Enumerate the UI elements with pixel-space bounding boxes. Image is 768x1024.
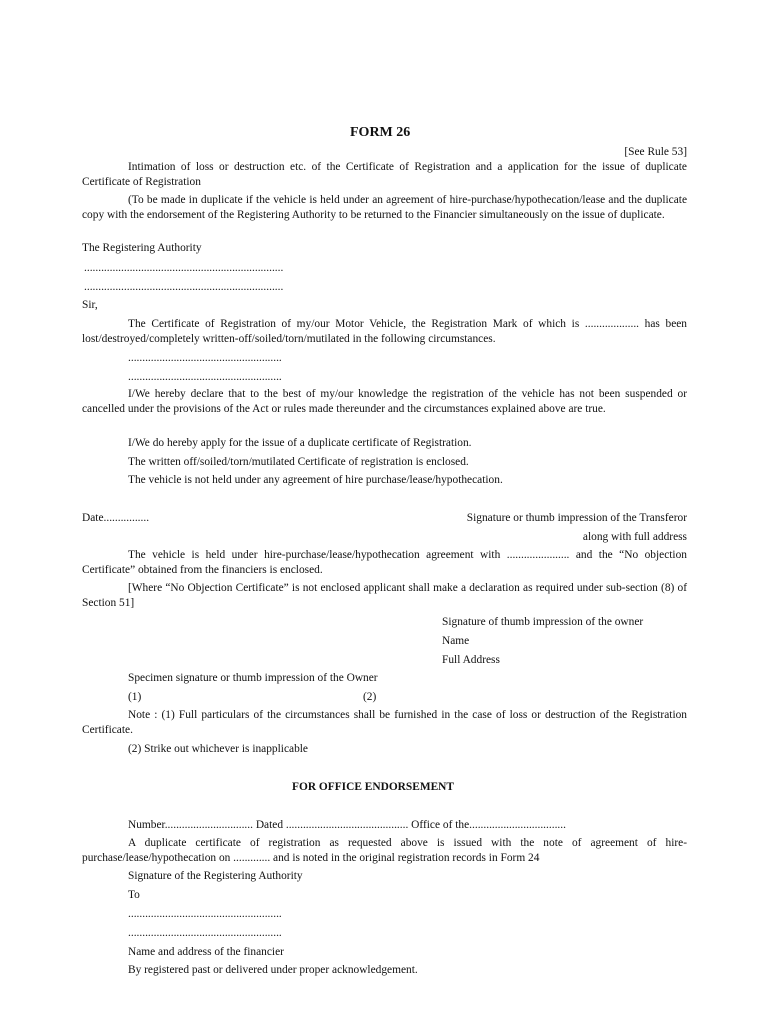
intimation-paragraph: Intimation of loss or destruction etc. of the Certificate of Registration and a application for the issue of duplicate Certificate of Registration (82, 161, 687, 188)
form-title: FORM 26 (350, 125, 411, 140)
financier-address-line-1: ...................................................... (128, 908, 282, 920)
rule-reference: [See Rule 53] (624, 146, 687, 158)
duplicate-issued-paragraph: A duplicate certificate of registration as requested above is issued with the note of agreement of hire-purchase/lease/hypothecation on ............. and is noted in the original registration records in Form 24 (82, 837, 687, 864)
specimen-1: (1) (128, 691, 142, 703)
note-2: (2) Strike out whichever is inapplicable (128, 743, 308, 755)
owner-full-address-label: Full Address (442, 654, 500, 666)
to-label: To (128, 889, 140, 901)
apply-line: I/We do hereby apply for the issue of a duplicate certificate of Registration. (128, 437, 472, 449)
authority-address-line-2: ...................................................................... (84, 281, 284, 293)
held-agreement-paragraph: The vehicle is held under hire-purchase/lease/hypothecation agreement with ...................... and the “No objection Certificate” obtained from the financiers is enclosed. (82, 549, 687, 576)
full-address-note: along with full address (582, 531, 687, 543)
owner-name-label: Name (442, 635, 470, 647)
form-26-page (82, 0, 687, 1024)
duplicate-note-paragraph: (To be made in duplicate if the vehicle is held under an agreement of hire-purchase/hypothecation/lease and the duplicate copy with the endorsement of the Registering Authority to be returned to the Financier simultaneously on the issue of duplicate. (82, 194, 687, 221)
certificate-paragraph: The Certificate of Registration of my/our Motor Vehicle, the Registration Mark of which is ................... has been lost/destroyed/completely written-off/soiled/torn/mutilated in the following circumstances. (82, 318, 687, 345)
authority-signature: Signature of the Registering Authority (128, 870, 303, 882)
financier-address-line-2: ...................................................... (128, 927, 282, 939)
office-endorsement-heading: FOR OFFICE ENDORSEMENT (292, 781, 455, 793)
no-objection-paragraph: [Where “No Objection Certificate” is not enclosed applicant shall make a declaration as required under sub-section (8) of Section 51] (82, 582, 687, 609)
date-field: Date................ (82, 512, 150, 524)
owner-signature: Signature of thumb impression of the owner (442, 616, 644, 628)
salutation: Sir, (82, 299, 98, 311)
specimen-2: (2) (363, 691, 377, 703)
circumstances-line-2: ...................................................... (128, 371, 282, 383)
declaration-paragraph: I/We hereby declare that to the best of my/our knowledge the registration of the vehicle has not been suspended or cancelled under the provisions of the Act or rules made thereunder and the circumstances explained above are true. (82, 388, 687, 415)
transferor-signature: Signature or thumb impression of the Transferor (466, 512, 687, 524)
financier-label: Name and address of the financier (128, 946, 284, 958)
registering-authority-label: The Registering Authority (82, 242, 202, 254)
not-held-line: The vehicle is not held under any agreement of hire purchase/lease/hypothecation. (128, 474, 503, 486)
authority-address-line-1: ...................................................................... (84, 262, 284, 274)
circumstances-line-1: ...................................................... (128, 352, 282, 364)
enclosed-line: The written off/soiled/torn/mutilated Certificate of registration is enclosed. (128, 456, 469, 468)
registered-post-line: By registered past or delivered under proper acknowledgement. (128, 964, 418, 976)
note-1-paragraph: Note : (1) Full particulars of the circumstances shall be furnished in the case of loss or destruction of the Registration Certificate. (82, 709, 687, 736)
number-dated-office-line: Number............................... Dated ........................................... Office of the.................................. (128, 819, 566, 831)
specimen-signature-label: Specimen signature or thumb impression of the Owner (128, 672, 378, 684)
